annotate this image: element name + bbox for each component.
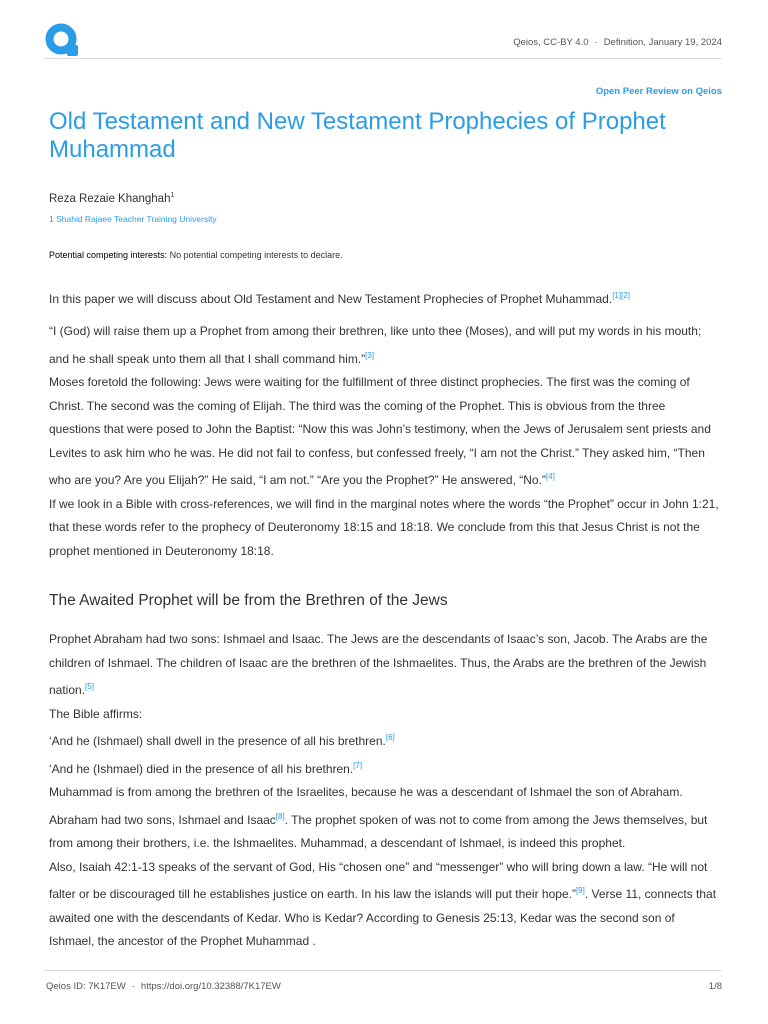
affiliation: 1 Shahid Rajaee Teacher Training University <box>49 214 217 224</box>
paragraph <box>49 628 719 703</box>
license-text: Qeios, CC-BY 4.0 <box>513 37 589 48</box>
header-separator: · <box>594 37 598 48</box>
doc-type-date: Definition, January 19, 2024 <box>603 37 722 48</box>
paragraph: The Bible affirms: <box>49 706 143 721</box>
dwell-quote: ‘And he (Ishmael) shall dwell in the presence of all his brethren. <box>49 734 386 748</box>
peer-review-link[interactable]: Open Peer Review on Qeios <box>595 86 722 97</box>
citation-link[interactable]: [3] <box>365 350 375 360</box>
header-meta <box>513 37 722 48</box>
section-heading: The Awaited Prophet will be from the Brethren of the Jews <box>49 592 448 609</box>
competing-interests <box>49 250 343 260</box>
died-quote: ‘And he (Ishmael) died in the presence of all his brethren. <box>49 761 354 776</box>
competing-interests-label: Potential competing interests: <box>49 250 168 260</box>
footer-meta <box>46 981 281 992</box>
paragraph <box>49 754 719 782</box>
competing-interests-text: No potential competing interests to declare. <box>169 250 343 260</box>
author-line <box>49 192 174 205</box>
author-affiliation-sup: 1 <box>170 192 175 199</box>
paragraph <box>49 856 719 954</box>
muhammad-text-a: Muhammad is from among the brethren of the Israelites, because he was a descendant of Ishmael the son of Abraham. Abraham had two sons, Ishmael and Isaac <box>49 785 683 827</box>
paragraph: If we look in a Bible with cross-references, we will find in the marginal notes where the words “the Prophet” occur in John 1:21, that these words refer to the prophecy of Deuteronomy 18:15 and 18:18. We conclude from this that Jesus Christ is not the prophet mentioned in Deuteronomy 18:18. <box>49 496 719 558</box>
citation-link[interactable]: [7] <box>353 760 363 770</box>
intro-paragraph <box>49 284 719 312</box>
citation-link[interactable]: [1] <box>612 291 622 300</box>
qeios-id: Qeios ID: 7K17EW <box>46 981 126 992</box>
citation-link[interactable]: [6] <box>385 733 395 742</box>
citation-link[interactable]: [4] <box>545 472 555 481</box>
abraham-paragraph: Prophet Abraham had two sons: Ishmael and Isaac. The Jews are the descendants of Isaac’s son, Jacob. The Arabs are the children of Ishmael. The children of Isaac are the brethren of the Ishmaelites. Thus, the Arabs are the brethren of the Jewish nation. <box>49 632 708 697</box>
deuteronomy-quote: “I (God) will raise them up a Prophet from among their brethren, like unto thee (Moses), and will put my words in his mouth; and he shall speak unto them all that I shall command him.” <box>49 324 702 366</box>
qeios-logo-icon[interactable] <box>44 22 80 58</box>
header-divider <box>44 58 722 59</box>
footer-divider <box>44 970 722 971</box>
muhammad-text-b: . The prophet spoken of was not to come from among the Jews themselves, but from among their brothers, i.e. the Ishmaelites. Muhammad, a descendant of Ishmael, is indeed this prophet. <box>49 812 708 850</box>
page-number: 1/8 <box>708 981 722 992</box>
paragraph <box>49 781 719 856</box>
footer-separator: · <box>131 981 135 992</box>
citation-link[interactable]: [5] <box>85 682 94 691</box>
body-section-2 <box>49 628 719 954</box>
paragraph <box>49 371 719 493</box>
article-title: Old Testament and New Testament Prophecies of Prophet Muhammad <box>49 108 666 163</box>
intro-text: In this paper we will discuss about Old Testament and New Testament Prophecies of Prophet Muhammad. <box>49 292 613 306</box>
body-section-1 <box>49 320 719 563</box>
paragraph <box>49 726 719 754</box>
isaiah-text-a: Also, Isaiah 42:1-13 speaks of the servant of God, His “chosen one” and “messenger” who will bring down a law. “He will not falter or be discouraged till he establishes justice on earth. In his law the islands will put their hope.” <box>49 859 708 901</box>
citation-link[interactable]: [9] <box>575 886 585 895</box>
author-name[interactable]: Reza Rezaie Khanghah <box>49 192 171 205</box>
isaiah-text-b: . Verse 11, connects that awaited one with the descendants of Kedar. Who is Kedar? According to Genesis 25:13, Kedar was the second son of Ishmael, the ancestor of the Prophet Muhammad . <box>49 887 717 948</box>
moses-paragraph: Moses foretold the following: Jews were waiting for the fulfillment of three distinct prophecies. The first was the coming of Christ. The second was the coming of Elijah. The third was the coming of the Prophet. This is obvious from the three questions that were posed to John the Baptist: “Now this was John’s testimony, when the Jews of Jerusalem sent priests and Levites to ask him who he was. He did not fail to confess, but confessed freely, “I am not the Christ.” They asked him, “Then who are you? Are you Elijah?” He said, “I am not.” “Are you the Prophet?” He answered, “No.” <box>49 375 711 487</box>
doi-link[interactable]: https://doi.org/10.32388/7K17EW <box>140 981 281 992</box>
citation-link[interactable]: [8] <box>275 811 285 821</box>
citation-link[interactable]: [2] <box>621 291 630 300</box>
paragraph <box>49 320 719 371</box>
